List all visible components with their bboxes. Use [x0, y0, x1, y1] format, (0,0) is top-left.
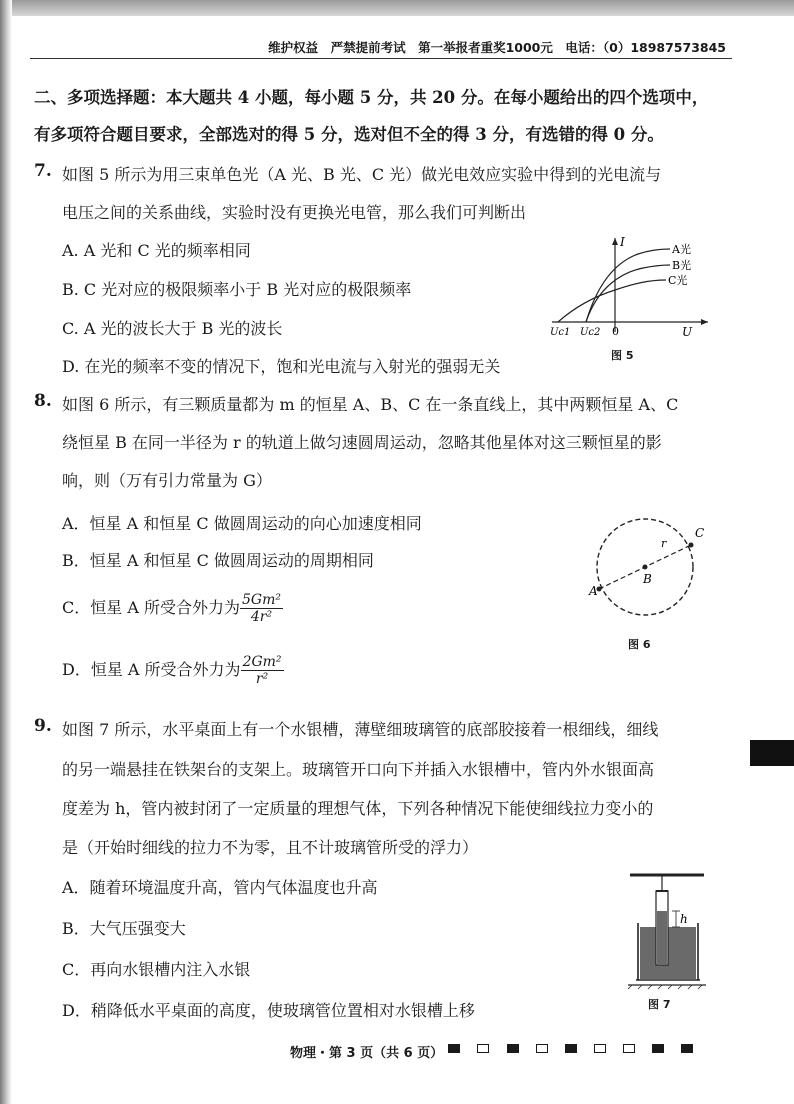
fig5-uc2: Uc2: [580, 327, 601, 338]
figure-7-mercury-tube-diagram: [622, 865, 712, 990]
fig6-star-a: A: [589, 584, 598, 598]
q7-stem-1: 如图 5 所示为用三束单色光（A 光、B 光、C 光）做光电效应实验中得到的光电流与: [62, 165, 662, 184]
q9-number: 9.: [34, 716, 52, 736]
q9-stem-2: 的另一端悬挂在铁架台的支架上。玻璃管开口向下并插入水银槽中，管内外水银面高: [62, 760, 655, 779]
figure-5-caption: 图 5: [611, 349, 634, 362]
q9-stem-3: 度差为 h，管内被封闭了一定质量的理想气体，下列各种情况下能使细线拉力变小的: [62, 799, 654, 818]
q8-option-d-fraction: [241, 654, 284, 687]
figure-5-photoelectric-graph: [548, 232, 718, 342]
q8-option-d-text: D．恒星 A 所受合外力为: [62, 660, 241, 680]
page-footer: 物理・第 3 页（共 6 页）: [290, 1046, 444, 1061]
fig5-origin: 0: [612, 325, 619, 338]
q8-c-denominator: 4r²: [250, 609, 273, 626]
q8-option-b: B．恒星 A 和恒星 C 做圆周运动的周期相同: [62, 551, 374, 570]
section-line-1: 二、多项选择题：本大题共 4 小题，每小题 5 分，共 20 分。在每小题给出的四个选项中，: [34, 88, 709, 107]
footer-marker-empty: [594, 1044, 606, 1053]
q8-d-denominator: r²: [255, 671, 269, 688]
scan-left-edge: [0, 0, 12, 1104]
fig5-uc1: Uc1: [550, 327, 571, 338]
fig6-star-b: B: [643, 572, 652, 586]
fig6-star-c: C: [695, 526, 705, 540]
q8-d-numerator: 2Gm²: [242, 654, 282, 670]
q8-option-a: A．恒星 A 和恒星 C 做圆周运动的向心加速度相同: [62, 514, 422, 533]
q7-option-c: C. A 光的波长大于 B 光的波长: [62, 319, 283, 338]
q8-stem-2: 绕恒星 B 在同一半径为 r 的轨道上做匀速圆周运动，忽略其他星体对这三颗恒星的影: [62, 433, 662, 452]
q8-option-c-text: C．恒星 A 所受合外力为: [62, 598, 240, 618]
q9-stem-4: 是（开始时细线的拉力不为零，且不计玻璃管所受的浮力）: [62, 838, 479, 857]
figure-6-orbit-diagram: [585, 515, 710, 625]
q8-option-d: [62, 654, 284, 687]
q8-option-c-fraction: [240, 592, 283, 625]
footer-marker-filled: [565, 1044, 577, 1053]
q8-option-c: [62, 592, 283, 625]
q9-option-b: B．大气压强变大: [62, 919, 186, 938]
fig7-height-h: h: [680, 912, 688, 926]
q8-c-numerator: 5Gm²: [241, 592, 281, 608]
q7-stem-2: 电压之间的关系曲线，实验时没有更换光电管，那么我们可判断出: [62, 203, 527, 222]
scan-top-edge: [0, 0, 794, 16]
q7-option-d: D. 在光的频率不变的情况下，饱和光电流与入射光的强弱无关: [62, 357, 501, 376]
q9-option-c: C．再向水银槽内注入水银: [62, 960, 251, 979]
fig5-axis-i: I: [620, 235, 625, 249]
q7-option-a: A. A 光和 C 光的频率相同: [62, 241, 251, 260]
footer-marker-empty: [536, 1044, 548, 1053]
q8-stem-3: 响，则（万有引力常量为 G）: [62, 471, 272, 490]
figure-6-caption: 图 6: [628, 638, 651, 651]
footer-marker-empty: [623, 1044, 635, 1053]
figure-7-caption: 图 7: [648, 998, 671, 1011]
footer-marker-filled: [681, 1044, 693, 1053]
fig5-label-b: B光: [672, 259, 692, 272]
footer-marker-filled: [448, 1044, 460, 1053]
q8-number: 8.: [34, 391, 52, 411]
q9-option-d: D．稍降低水平桌面的高度，使玻璃管位置相对水银槽上移: [62, 1001, 475, 1020]
q9-option-a: A．随着环境温度升高，管内气体温度也升高: [62, 878, 378, 897]
q7-option-b: B. C 光对应的极限频率小于 B 光对应的极限频率: [62, 280, 412, 299]
fig5-label-c: C光: [668, 274, 688, 287]
footer-marker-empty: [477, 1044, 489, 1053]
footer-marker-filled: [507, 1044, 519, 1053]
q8-stem-1: 如图 6 所示，有三颗质量都为 m 的恒星 A、B、C 在一条直线上，其中两颗恒星 A、C: [62, 395, 679, 414]
page-edge-tab-marker: [750, 740, 794, 766]
q9-stem-1: 如图 7 所示，水平桌面上有一个水银槽，薄壁细玻璃管的底部胶接着一根细线，细线: [62, 720, 659, 739]
q7-number: 7.: [34, 161, 52, 181]
header-rule: [30, 58, 732, 59]
header-notice: 维护权益 严禁提前考试 第一举报者重奖1000元 电话：（0）18987573845: [268, 40, 726, 55]
section-line-2: 有多项符合题目要求，全部选对的得 5 分，选对但不全的得 3 分，有选错的得 0 分。: [34, 125, 664, 144]
fig6-radius: r: [661, 537, 667, 550]
fig5-label-a: A光: [672, 243, 691, 256]
fig5-axis-u: U: [682, 325, 693, 339]
footer-marker-filled: [652, 1044, 664, 1053]
